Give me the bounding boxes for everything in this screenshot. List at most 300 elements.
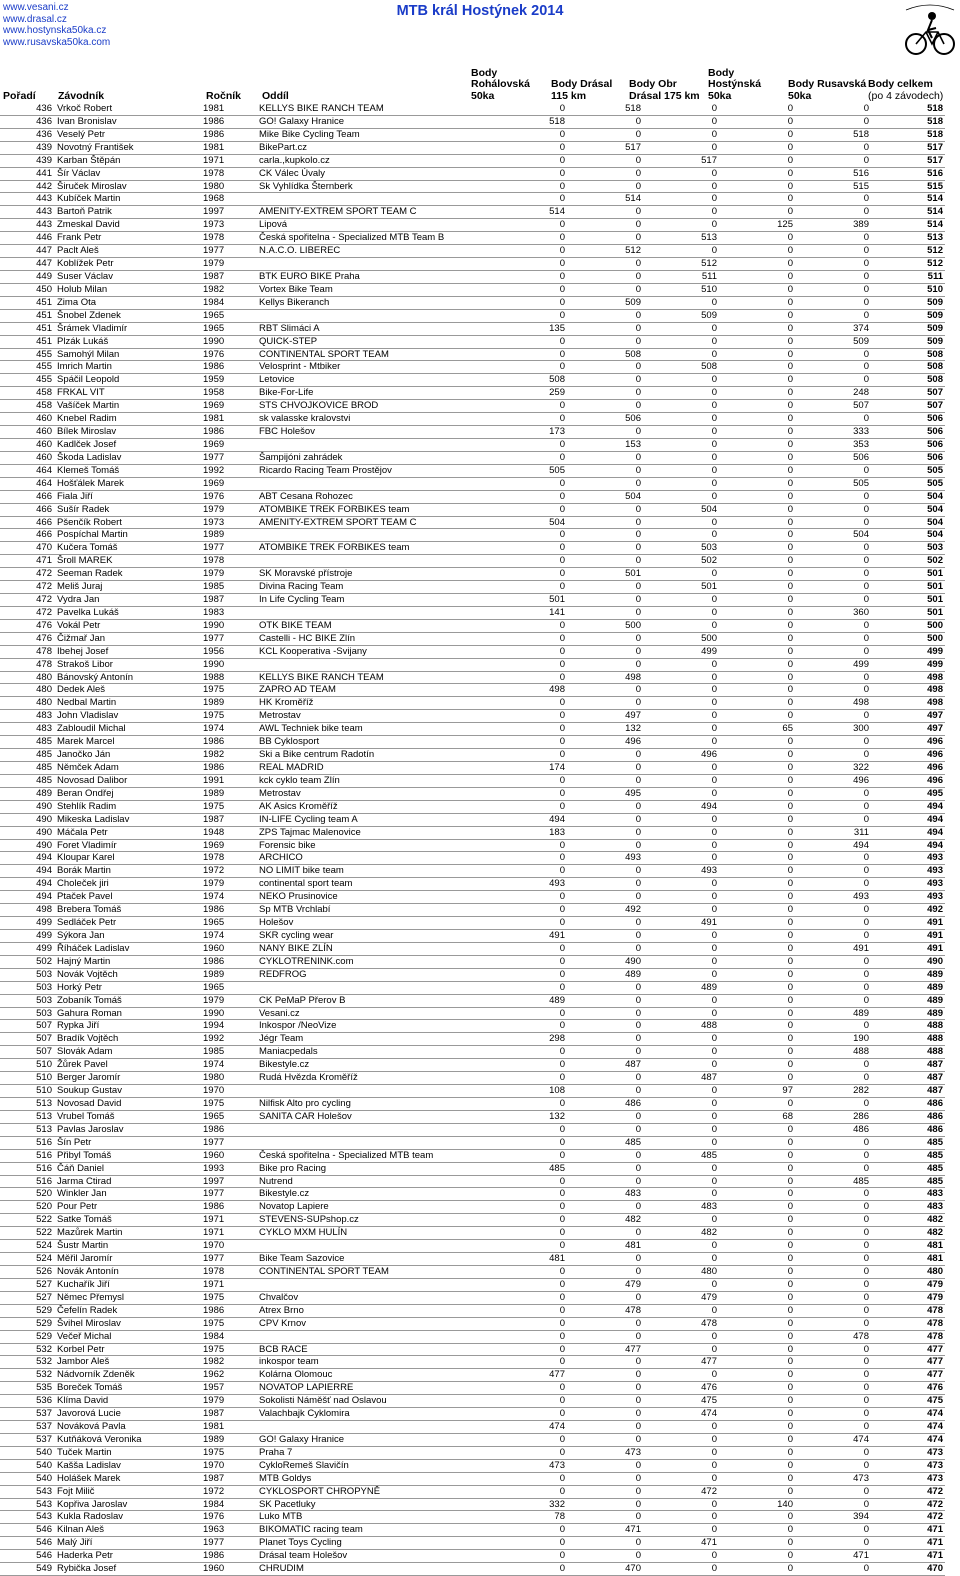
cell-rocnik: 1976 xyxy=(203,490,259,503)
cell-poradi: 513 xyxy=(0,1097,55,1110)
cell-poradi: 441 xyxy=(0,167,55,180)
cell-oddil: NEKO Prusinovice xyxy=(259,891,493,904)
cell-celkem: 508 xyxy=(873,348,945,361)
cell-rohalovska: 332 xyxy=(493,1498,569,1511)
cell-rusavska: 499 xyxy=(797,658,873,671)
cell-zavodnik: Paclt Aleš xyxy=(55,245,203,258)
cell-oddil: OTK BIKE TEAM xyxy=(259,619,493,632)
link-hostynska[interactable]: www.hostynska50ka.cz xyxy=(3,25,107,36)
cell-rohalovska: 0 xyxy=(493,270,569,283)
cell-celkem: 472 xyxy=(873,1511,945,1524)
cell-zavodnik: Širuček Miroslav xyxy=(55,180,203,193)
table-row xyxy=(0,942,945,955)
cell-zavodnik: Borák Martin xyxy=(55,865,203,878)
cell-rohalovska: 0 xyxy=(493,968,569,981)
cell-rocnik: 1987 xyxy=(203,270,259,283)
cell-zavodnik: Veselý Petr xyxy=(55,128,203,141)
cell-rusavska: 0 xyxy=(797,981,873,994)
cell-celkem: 506 xyxy=(873,426,945,439)
cell-rocnik: 1974 xyxy=(203,930,259,943)
cell-hostynska: 0 xyxy=(721,141,797,154)
cell-obr: 0 xyxy=(645,1085,721,1098)
table-row xyxy=(0,762,945,775)
cell-oddil: SANITA CAR Holešov xyxy=(259,1110,493,1123)
table-row xyxy=(0,774,945,787)
cell-hostynska: 97 xyxy=(721,1085,797,1098)
cell-obr: 0 xyxy=(645,193,721,206)
cell-rusavska: 374 xyxy=(797,322,873,335)
cell-rocnik: 1977 xyxy=(203,1537,259,1550)
cell-obr: 0 xyxy=(645,1007,721,1020)
cell-celkem: 498 xyxy=(873,671,945,684)
table-row xyxy=(0,1433,945,1446)
cell-zavodnik: Brebera Tomáš xyxy=(55,904,203,917)
cell-rusavska: 0 xyxy=(797,1253,873,1266)
cell-rusavska: 516 xyxy=(797,167,873,180)
table-row xyxy=(0,141,945,154)
cell-celkem: 494 xyxy=(873,826,945,839)
cell-drasal: 0 xyxy=(569,1085,645,1098)
cell-drasal: 481 xyxy=(569,1240,645,1253)
cell-hostynska: 0 xyxy=(721,167,797,180)
cell-rohalovska: 0 xyxy=(493,1149,569,1162)
cell-zavodnik: Pour Petr xyxy=(55,1201,203,1214)
cell-celkem: 485 xyxy=(873,1175,945,1188)
cell-celkem: 515 xyxy=(873,180,945,193)
cell-celkem: 506 xyxy=(873,438,945,451)
cell-poradi: 458 xyxy=(0,400,55,413)
cell-rocnik: 1990 xyxy=(203,619,259,632)
cell-rocnik: 1965 xyxy=(203,309,259,322)
cell-drasal: 0 xyxy=(569,1485,645,1498)
cell-obr: 500 xyxy=(645,632,721,645)
cell-rocnik: 1990 xyxy=(203,658,259,671)
cell-rohalovska: 78 xyxy=(493,1511,569,1524)
cell-zavodnik: Kutňáková Veronika xyxy=(55,1433,203,1446)
cell-rusavska: 485 xyxy=(797,1175,873,1188)
cell-obr: 0 xyxy=(645,128,721,141)
table-row xyxy=(0,374,945,387)
link-rusavska[interactable]: www.rusavska50ka.com xyxy=(3,36,111,48)
cell-oddil: Vesani.cz xyxy=(259,1007,493,1020)
cell-hostynska: 0 xyxy=(721,865,797,878)
cell-rocnik: 1989 xyxy=(203,697,259,710)
cell-obr: 0 xyxy=(645,1369,721,1382)
cell-rohalovska: 0 xyxy=(493,361,569,374)
link-drasal[interactable]: www.drasal.cz xyxy=(3,13,67,25)
cell-drasal: 0 xyxy=(569,516,645,529)
cell-zavodnik: Kučera Tomáš xyxy=(55,542,203,555)
cell-obr: 0 xyxy=(645,322,721,335)
cell-rusavska: 190 xyxy=(797,1033,873,1046)
cell-celkem: 471 xyxy=(873,1524,945,1537)
cell-drasal: 479 xyxy=(569,1278,645,1291)
cell-oddil: CYKLOSPORT CHROPYNĚ xyxy=(259,1485,493,1498)
table-row xyxy=(0,1201,945,1214)
cell-zavodnik: Berger Jaromír xyxy=(55,1072,203,1085)
cell-rohalovska: 0 xyxy=(493,103,569,115)
cell-oddil: carla.,kupkolo.cz xyxy=(259,154,493,167)
cell-obr: 0 xyxy=(645,400,721,413)
table-row xyxy=(0,258,945,271)
cell-hostynska: 0 xyxy=(721,1524,797,1537)
cell-hostynska: 0 xyxy=(721,632,797,645)
cell-oddil: KCL Kooperativa -Svijany xyxy=(259,645,493,658)
cell-hostynska: 0 xyxy=(721,1343,797,1356)
cell-zavodnik: Vrubel Tomáš xyxy=(55,1110,203,1123)
cell-celkem: 491 xyxy=(873,930,945,943)
cell-drasal: 0 xyxy=(569,1227,645,1240)
cell-hostynska: 0 xyxy=(721,154,797,167)
cell-drasal: 0 xyxy=(569,1033,645,1046)
cell-rusavska: 0 xyxy=(797,1369,873,1382)
cell-obr: 0 xyxy=(645,942,721,955)
table-row xyxy=(0,1085,945,1098)
table-header xyxy=(0,66,960,102)
cell-rohalovska: 141 xyxy=(493,606,569,619)
table-row xyxy=(0,671,945,684)
cell-rocnik: 1992 xyxy=(203,1033,259,1046)
cell-rusavska: 0 xyxy=(797,1291,873,1304)
cell-celkem: 499 xyxy=(873,645,945,658)
cell-rocnik: 1977 xyxy=(203,1188,259,1201)
table-row xyxy=(0,490,945,503)
cell-rusavska: 0 xyxy=(797,1240,873,1253)
cell-drasal: 0 xyxy=(569,749,645,762)
cell-oddil: Forensic bike xyxy=(259,839,493,852)
cell-celkem: 487 xyxy=(873,1085,945,1098)
table-row xyxy=(0,955,945,968)
cell-drasal: 492 xyxy=(569,904,645,917)
cell-poradi: 490 xyxy=(0,813,55,826)
table-row xyxy=(0,219,945,232)
table-row xyxy=(0,322,945,335)
cell-drasal: 498 xyxy=(569,671,645,684)
table-row xyxy=(0,413,945,426)
cell-oddil xyxy=(259,1136,493,1149)
cell-poradi: 455 xyxy=(0,361,55,374)
cell-obr: 0 xyxy=(645,697,721,710)
cell-rocnik: 1971 xyxy=(203,1214,259,1227)
cell-rocnik: 1997 xyxy=(203,206,259,219)
cell-celkem: 504 xyxy=(873,516,945,529)
cell-drasal: 478 xyxy=(569,1304,645,1317)
cell-oddil: NOVATOP LAPIERRE xyxy=(259,1382,493,1395)
cell-zavodnik: Holub Milan xyxy=(55,283,203,296)
cell-celkem: 496 xyxy=(873,736,945,749)
cell-hostynska: 0 xyxy=(721,1007,797,1020)
table-row xyxy=(0,1149,945,1162)
cell-rocnik: 1981 xyxy=(203,1421,259,1434)
cell-rocnik: 1986 xyxy=(203,736,259,749)
cell-poradi: 476 xyxy=(0,632,55,645)
cell-obr: 0 xyxy=(645,167,721,180)
cell-rohalovska: 0 xyxy=(493,154,569,167)
cell-oddil: continental sport team xyxy=(259,878,493,891)
cell-drasal: 0 xyxy=(569,762,645,775)
cell-rocnik: 1990 xyxy=(203,1007,259,1020)
table-row xyxy=(0,296,945,309)
cell-obr: 0 xyxy=(645,1059,721,1072)
cell-rocnik: 1956 xyxy=(203,645,259,658)
cell-zavodnik: Holášek Marek xyxy=(55,1472,203,1485)
table-row xyxy=(0,464,945,477)
cell-drasal: 0 xyxy=(569,503,645,516)
cell-hostynska: 0 xyxy=(721,1136,797,1149)
cell-zavodnik: Dedek Aleš xyxy=(55,684,203,697)
cell-zavodnik: Zima Ota xyxy=(55,296,203,309)
cell-poradi: 451 xyxy=(0,322,55,335)
table-row xyxy=(0,749,945,762)
cell-obr: 0 xyxy=(645,477,721,490)
cell-poradi: 455 xyxy=(0,348,55,361)
cell-rocnik: 1962 xyxy=(203,1369,259,1382)
cell-obr: 0 xyxy=(645,658,721,671)
cell-zavodnik: Sedláček Petr xyxy=(55,917,203,930)
cell-drasal: 0 xyxy=(569,1149,645,1162)
cell-obr: 0 xyxy=(645,1253,721,1266)
cell-rusavska: 488 xyxy=(797,1046,873,1059)
table-row xyxy=(0,438,945,451)
cell-rohalovska: 0 xyxy=(493,1343,569,1356)
cell-drasal: 0 xyxy=(569,1201,645,1214)
cell-zavodnik: Zmeskal David xyxy=(55,219,203,232)
cell-hostynska: 0 xyxy=(721,1511,797,1524)
cell-rohalovska: 0 xyxy=(493,529,569,542)
cell-rocnik: 1986 xyxy=(203,1123,259,1136)
cell-rusavska: 0 xyxy=(797,1020,873,1033)
cell-hostynska: 0 xyxy=(721,749,797,762)
cell-rocnik: 1986 xyxy=(203,426,259,439)
cell-hostynska: 0 xyxy=(721,374,797,387)
cell-celkem: 489 xyxy=(873,994,945,1007)
cell-rohalovska: 0 xyxy=(493,1330,569,1343)
cell-celkem: 479 xyxy=(873,1278,945,1291)
cell-drasal: 0 xyxy=(569,800,645,813)
cell-rusavska: 0 xyxy=(797,1421,873,1434)
cell-rocnik: 1977 xyxy=(203,451,259,464)
cell-rohalovska: 0 xyxy=(493,1550,569,1563)
cell-hostynska: 0 xyxy=(721,348,797,361)
cell-rusavska: 0 xyxy=(797,645,873,658)
cell-hostynska: 0 xyxy=(721,1330,797,1343)
cell-rocnik: 1986 xyxy=(203,1201,259,1214)
cell-drasal: 0 xyxy=(569,1046,645,1059)
table-row xyxy=(0,1330,945,1343)
cell-oddil: Kellys Bikeranch xyxy=(259,296,493,309)
cell-rusavska: 282 xyxy=(797,1085,873,1098)
link-vesani[interactable]: www.vesani.cz xyxy=(3,2,69,13)
cell-poradi: 529 xyxy=(0,1330,55,1343)
cell-oddil: Divina Racing Team xyxy=(259,581,493,594)
cell-oddil: GO! Galaxy Hranice xyxy=(259,115,493,128)
cell-oddil: BCB RACE xyxy=(259,1343,493,1356)
table-row xyxy=(0,1110,945,1123)
cell-celkem: 512 xyxy=(873,245,945,258)
table-row xyxy=(0,839,945,852)
cell-poradi: 546 xyxy=(0,1524,55,1537)
cell-rohalovska: 0 xyxy=(493,1059,569,1072)
cell-rohalovska: 0 xyxy=(493,1291,569,1304)
cell-rohalovska: 0 xyxy=(493,283,569,296)
cell-zavodnik: Šrámek Vladimír xyxy=(55,322,203,335)
cell-celkem: 486 xyxy=(873,1110,945,1123)
cell-rusavska: 486 xyxy=(797,1123,873,1136)
cell-oddil: BikePart.cz xyxy=(259,141,493,154)
cell-rohalovska: 0 xyxy=(493,581,569,594)
cell-celkem: 479 xyxy=(873,1291,945,1304)
cell-obr: 0 xyxy=(645,671,721,684)
cell-zavodnik: Zobaník Tomáš xyxy=(55,994,203,1007)
cell-rocnik: 1994 xyxy=(203,1020,259,1033)
cell-obr: 0 xyxy=(645,1278,721,1291)
cell-zavodnik: Měřil Jaromír xyxy=(55,1253,203,1266)
cell-poradi: 543 xyxy=(0,1485,55,1498)
cell-rusavska: 0 xyxy=(797,1524,873,1537)
cell-obr: 0 xyxy=(645,1110,721,1123)
cell-drasal: 490 xyxy=(569,955,645,968)
cell-hostynska: 0 xyxy=(721,1472,797,1485)
cell-rusavska: 0 xyxy=(797,581,873,594)
cell-poradi: 460 xyxy=(0,438,55,451)
cell-obr: 0 xyxy=(645,115,721,128)
cell-hostynska: 0 xyxy=(721,1304,797,1317)
cell-rocnik: 1974 xyxy=(203,723,259,736)
table-row xyxy=(0,1214,945,1227)
cell-rusavska: 0 xyxy=(797,619,873,632)
table-row xyxy=(0,826,945,839)
cell-hostynska: 0 xyxy=(721,309,797,322)
cell-celkem: 507 xyxy=(873,387,945,400)
cell-drasal: 517 xyxy=(569,141,645,154)
cell-celkem: 506 xyxy=(873,451,945,464)
cell-drasal: 482 xyxy=(569,1214,645,1227)
cell-hostynska: 0 xyxy=(721,1291,797,1304)
cell-obr: 0 xyxy=(645,180,721,193)
cell-poradi: 540 xyxy=(0,1472,55,1485)
cell-obr: 0 xyxy=(645,736,721,749)
cell-obr: 0 xyxy=(645,710,721,723)
cell-oddil: Holešov xyxy=(259,917,493,930)
cell-oddil: Nutrend xyxy=(259,1175,493,1188)
table-row xyxy=(0,1421,945,1434)
cell-hostynska: 0 xyxy=(721,115,797,128)
cell-rohalovska: 0 xyxy=(493,309,569,322)
cell-oddil: Atrex Brno xyxy=(259,1304,493,1317)
cell-hostynska: 0 xyxy=(721,477,797,490)
cell-hostynska: 0 xyxy=(721,283,797,296)
cell-obr: 501 xyxy=(645,581,721,594)
cell-hostynska: 0 xyxy=(721,619,797,632)
cell-rusavska: 507 xyxy=(797,400,873,413)
cell-zavodnik: Rypka Jiří xyxy=(55,1020,203,1033)
cell-oddil: Chvalčov xyxy=(259,1291,493,1304)
cell-zavodnik: Rybička Josef xyxy=(55,1563,203,1576)
cell-oddil: Novatop Lapiere xyxy=(259,1201,493,1214)
cell-poradi: 460 xyxy=(0,451,55,464)
cell-zavodnik: Ivan Bronislav xyxy=(55,115,203,128)
cell-rohalovska: 0 xyxy=(493,413,569,426)
cell-rusavska: 0 xyxy=(797,1356,873,1369)
cell-oddil: REDFROG xyxy=(259,968,493,981)
cell-obr: 478 xyxy=(645,1317,721,1330)
cell-poradi: 513 xyxy=(0,1123,55,1136)
cell-drasal: 0 xyxy=(569,826,645,839)
cell-poradi: 537 xyxy=(0,1408,55,1421)
cell-drasal: 0 xyxy=(569,1265,645,1278)
cell-rusavska: 0 xyxy=(797,361,873,374)
cell-poradi: 529 xyxy=(0,1317,55,1330)
cell-rocnik: 1977 xyxy=(203,1253,259,1266)
table-row xyxy=(0,348,945,361)
cell-hostynska: 0 xyxy=(721,710,797,723)
cell-poradi: 502 xyxy=(0,955,55,968)
cell-rocnik: 1982 xyxy=(203,749,259,762)
cell-poradi: 520 xyxy=(0,1188,55,1201)
cell-poradi: 485 xyxy=(0,736,55,749)
header-rocnik: Ročník xyxy=(206,89,242,102)
cell-rocnik: 1988 xyxy=(203,671,259,684)
cell-obr: 0 xyxy=(645,606,721,619)
cell-drasal: 0 xyxy=(569,1537,645,1550)
cell-zavodnik: Satke Tomáš xyxy=(55,1214,203,1227)
cell-zavodnik: Přibyl Tomáš xyxy=(55,1149,203,1162)
cell-zavodnik: Ibehej Josef xyxy=(55,645,203,658)
cell-rohalovska: 473 xyxy=(493,1459,569,1472)
cell-hostynska: 0 xyxy=(721,400,797,413)
cell-hostynska: 0 xyxy=(721,1214,797,1227)
cell-poradi: 466 xyxy=(0,529,55,542)
cell-rusavska: 0 xyxy=(797,994,873,1007)
table-row xyxy=(0,697,945,710)
cell-obr: 0 xyxy=(645,387,721,400)
cell-drasal: 0 xyxy=(569,1433,645,1446)
cell-hostynska: 0 xyxy=(721,103,797,115)
cell-poradi: 529 xyxy=(0,1304,55,1317)
cell-drasal: 0 xyxy=(569,309,645,322)
cell-obr: 476 xyxy=(645,1382,721,1395)
cell-hostynska: 0 xyxy=(721,787,797,800)
cell-zavodnik: Novosad Dalibor xyxy=(55,774,203,787)
cell-rohalovska: 108 xyxy=(493,1085,569,1098)
cell-drasal: 0 xyxy=(569,1330,645,1343)
cell-drasal: 0 xyxy=(569,981,645,994)
cell-rohalovska: 0 xyxy=(493,477,569,490)
cell-rohalovska: 0 xyxy=(493,658,569,671)
cell-poradi: 490 xyxy=(0,826,55,839)
cell-obr: 0 xyxy=(645,1524,721,1537)
cell-celkem: 501 xyxy=(873,594,945,607)
table-row xyxy=(0,1253,945,1266)
cell-zavodnik: Seeman Radek xyxy=(55,568,203,581)
cell-obr: 493 xyxy=(645,865,721,878)
cell-zavodnik: Šroll MAREK xyxy=(55,555,203,568)
header-rusavska: Body Rusavská 50ka xyxy=(788,78,867,102)
cell-hostynska: 0 xyxy=(721,258,797,271)
table-row xyxy=(0,568,945,581)
cell-drasal: 0 xyxy=(569,542,645,555)
cell-oddil: Nilfisk Alto pro cycling xyxy=(259,1097,493,1110)
cell-rohalovska: 0 xyxy=(493,723,569,736)
cell-poradi: 460 xyxy=(0,413,55,426)
cell-poradi: 466 xyxy=(0,503,55,516)
cell-hostynska: 0 xyxy=(721,1265,797,1278)
cell-rohalovska: 0 xyxy=(493,490,569,503)
cell-rusavska: 0 xyxy=(797,1278,873,1291)
cell-oddil: Bike pro Racing xyxy=(259,1162,493,1175)
cell-rocnik: 1992 xyxy=(203,464,259,477)
table-row xyxy=(0,645,945,658)
